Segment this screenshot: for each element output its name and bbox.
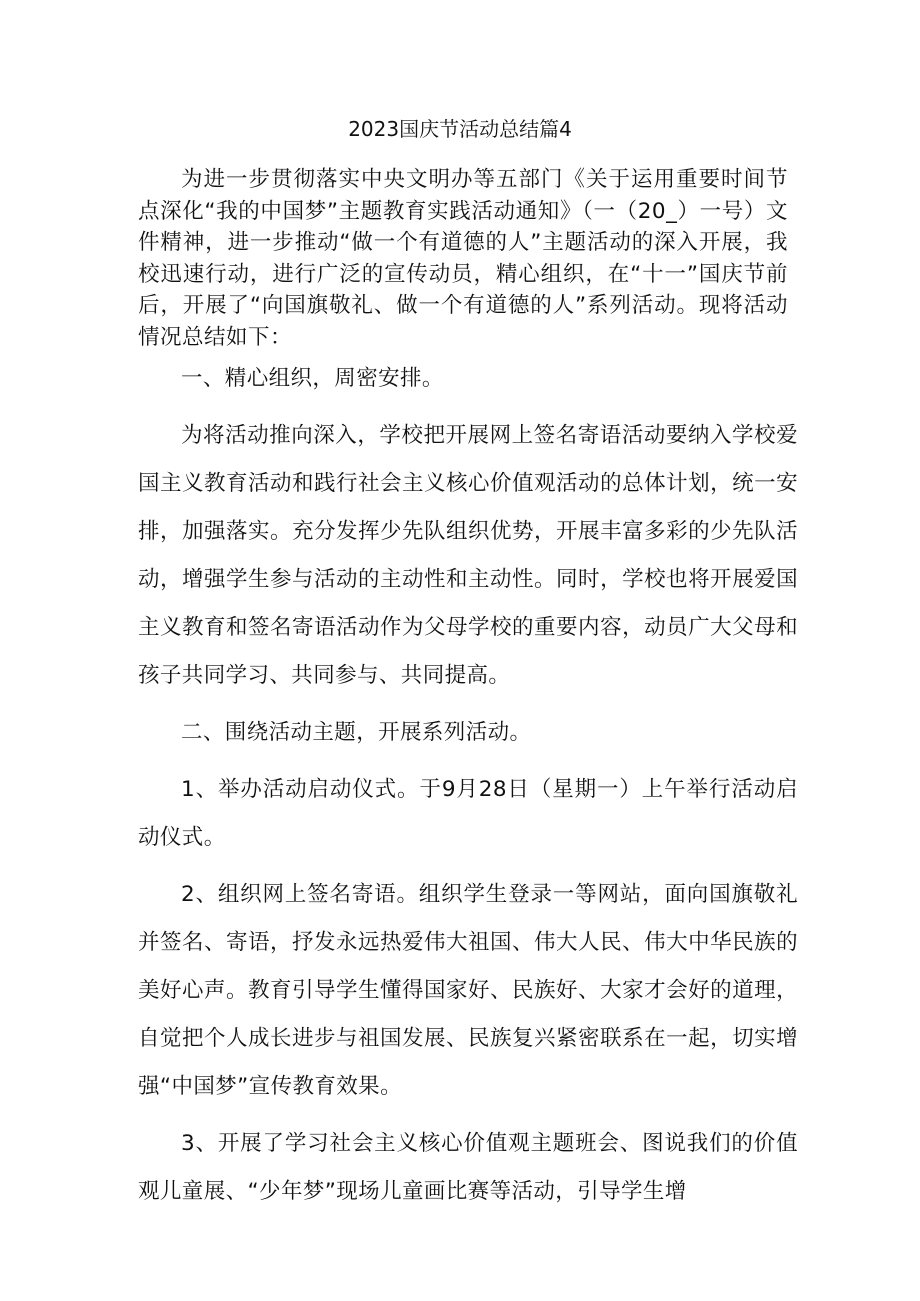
section-heading-1: 一、精心组织，周密安排。 xyxy=(181,366,444,391)
list-item-1: 1、举办活动启动仪式。于9月28日（星期一）上午举行活动启动仪式。 xyxy=(138,777,798,850)
document-body xyxy=(138,355,798,1225)
section-heading-2: 二、围绕活动主题，开展系列活动。 xyxy=(181,720,532,745)
intro-paragraph: 为进一步贯彻落实中央文明办等五部门《关于运用重要时间节点深化“我的中国梦”主题教育实践活动通知》（一（20_）一号）文件精神，进一步推动“做一个有道德的人”主题活动的深入开展，我校迅速行动，进行广泛的宣传动员，精心组织，在“十一”国庆节前后，开展了“向国旗敬礼、做一个有道德的人”系列活动。现将活动情况总结如下： xyxy=(138,167,788,350)
list-item-3: 3、开展了学习社会主义核心价值观主题班会、图说我们的价值观儿童展、“少年梦”现场儿童画比赛等活动，引导学生增 xyxy=(138,1131,798,1204)
body-paragraph: 为将活动推向深入，学校把开展网上签名寄语活动要纳入学校爱国主义教育活动和践行社会主义核心价值观活动的总体计划，统一安排，加强落实。充分发挥少先队组织优势，开展丰富多彩的少先队活动，增强学生参与活动的主动性和主动性。同时，学校也将开展爱国主义教育和签名寄语活动作为父母学校的重要内容，动员广大父母和孩子共同学习、共同参与、共同提高。 xyxy=(138,423,798,688)
list-item-2: 2、组织网上签名寄语。组织学生登录一等网站，面向国旗敬礼并签名、寄语，抒发永远热爱伟大祖国、伟大人民、伟大中华民族的美好心声。教育引导学生懂得国家好、民族好、大家才会好的道理，自觉把个人成长进步与祖国发展、民族复兴紧密联系在一起，切实增强“中国梦”宣传教育效果。 xyxy=(138,882,798,1099)
document-title: 2023国庆节活动总结篇4 xyxy=(348,117,572,141)
